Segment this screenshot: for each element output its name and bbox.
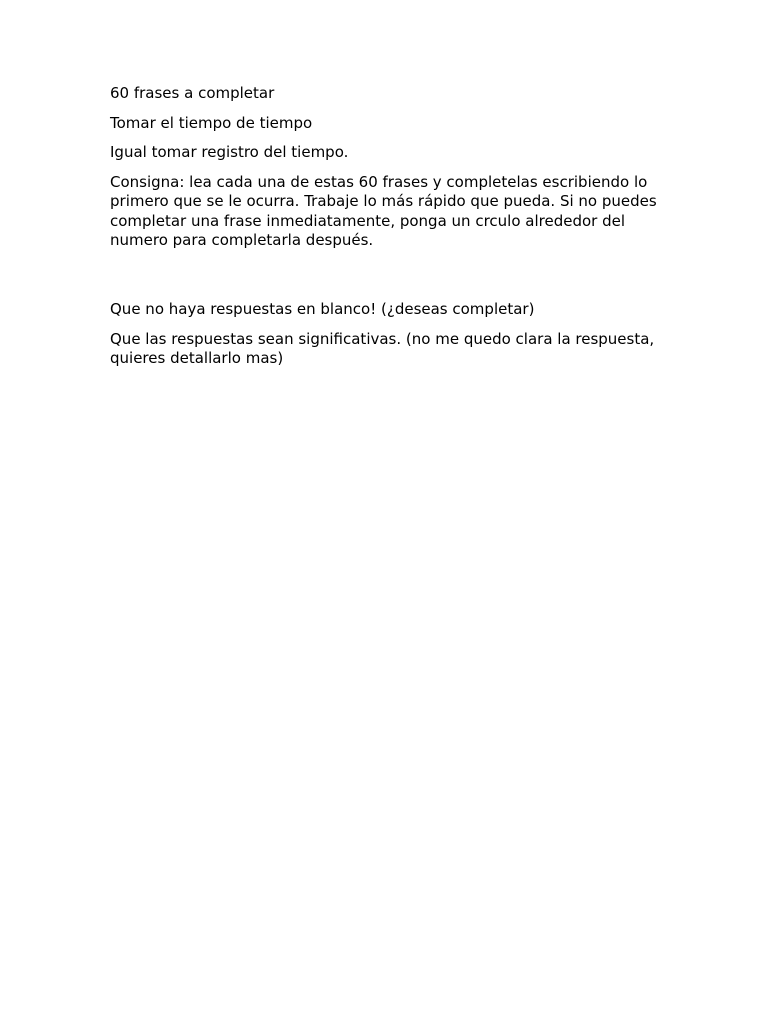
- paragraph-instruction-time: Tomar el tiempo de tiempo: [110, 113, 313, 132]
- paragraph-no-blank-answers: Que no haya respuestas en blanco! (¿deseas completar): [110, 300, 535, 318]
- paragraph-meaningful-answers: Que las respuestas sean significativas. (no me quedo clara la respuesta, quieres detallarlo mas): [110, 329, 655, 367]
- blank-line: [110, 261, 658, 281]
- paragraph-consigna: Consigna: lea cada una de estas 60 frases y completelas escribiendo lo primero que se le ocurra. Trabaje lo más rápido que pueda. Si no puedes completar una frase inmediatamente, ponga un crculo alrededor del numero para completarla después.: [110, 172, 657, 249]
- paragraph-instruction-record: Igual tomar registro del tiempo.: [110, 143, 349, 161]
- paragraph-title: 60 frases a completar: [110, 84, 275, 102]
